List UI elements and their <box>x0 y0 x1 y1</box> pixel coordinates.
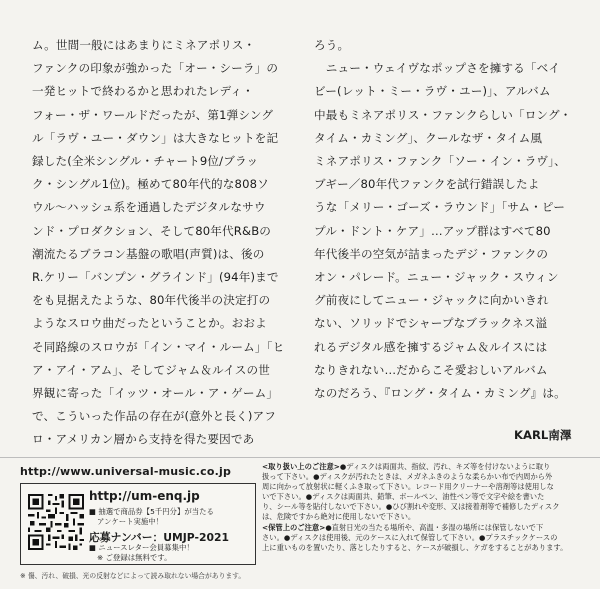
essay-line: ビー(レット・ミー・ラヴ・ユー)」、アルバム <box>314 84 551 99</box>
essay-line: R.ケリー「バンプン・グラインド」(94年)まで <box>32 270 279 285</box>
care-text: いで下さい。●ディスクは両面共、鉛筆、ボールペン、油性ペン等で文字や絵を書いた <box>262 492 545 502</box>
essay-line: 界観に寄った「イッツ・オール・ア・ゲーム」 <box>32 386 279 401</box>
care-line <box>262 472 590 482</box>
essay-line: 中最もミネアポリス・ファンクらしい「ロング・ <box>314 107 572 122</box>
care-line <box>262 482 590 492</box>
enquete-url: http://um-enq.jp <box>89 489 200 503</box>
qr-notice: ※ 傷、汚れ、破損、光の反射などによって読み取れない場合があります。 <box>20 572 246 580</box>
care-line <box>262 543 590 553</box>
label-url: http://www.universal-music.co.jp <box>20 465 232 478</box>
essay-line: ファンクの印象が強かった「オー・シーラ」の <box>32 61 279 76</box>
essay-line: ニュー・ウェイヴなポップさを擁する「ベイ <box>314 61 561 76</box>
essay-line: 潮流たるブラコン基盤の歌唱(声質)は、後の <box>32 246 265 261</box>
care-text: は、危険ですから絶対に使用しないで下さい。 <box>262 512 416 522</box>
author-signature: KARL南澤 <box>514 428 572 442</box>
enquete-lottery-text: ■ 抽選で商品券【5千円分】が当たる <box>89 507 214 516</box>
care-text: 扱って下さい。●ディスクが汚れたときは、メガネふきのような柔らかい布で内周から外 <box>262 472 553 482</box>
essay-line: ア・アイ・アム」、そしてジャム＆ルイスの世 <box>32 362 271 377</box>
essay-line: ろう。 <box>314 38 350 52</box>
care-line <box>262 462 590 472</box>
care-text: ●ディスクは両面共、指紋、汚れ、キズ等を付けないように取り <box>339 462 551 471</box>
essay-line: ようなスロウ曲だったということか。おおよ <box>32 316 267 331</box>
registration-free-text: ※ ご登録は無料です。 <box>97 553 172 562</box>
essay-line: なのだろう、『ロング・タイム・カミング』は。 <box>314 386 566 401</box>
entry-number: 応募ナンバー：UMJP-2021 <box>89 531 230 544</box>
essay-line: グ前夜にしてニュー・ジャックに向かいきれ <box>314 293 549 308</box>
enquete-box <box>20 483 256 565</box>
care-text: ●直射日光の当たる場所や、高温・多湿の場所には保管しないで下 <box>325 522 544 532</box>
essay-line: フォー・ザ・ワールドだったが、第1弾シング <box>32 107 274 122</box>
essay-line: そ同路線のスロウが「イン・マイ・ルーム」「ヒ <box>32 339 285 354</box>
enquete-survey-text: アンケート実施中！ <box>97 517 164 526</box>
essay-line: プル・ドント・ケア」…アップ群はすべて80 <box>314 223 551 238</box>
essay-line: れるデジタル感を擁するジャム＆ルイスには <box>314 339 548 354</box>
care-text: 上に重いものを置いたり、落としたりすると、ケースが破損し、ケガをすることがあります。 <box>262 542 568 552</box>
essay-line: 年代後半の空気が詰まったデジ・ファンクの <box>314 246 549 261</box>
essay-line: ム。世間一般にはあまりにミネアポリス・ <box>32 38 256 52</box>
care-line <box>262 492 590 502</box>
qr-code-icon <box>28 494 84 550</box>
essay-line: オン・パレード。ニュー・ジャック・スウィン <box>314 270 559 285</box>
essay-line: をも見据えたような、80年代後半の決定打の <box>32 293 271 308</box>
essay-line: ブギー／80年代ファンクを試行錯誤したよ <box>314 177 540 192</box>
care-line <box>262 523 590 533</box>
care-line <box>262 502 590 512</box>
essay-left-column <box>32 34 294 452</box>
handling-notes <box>262 462 590 553</box>
essay-right-column <box>314 34 584 405</box>
essay-line: ウル〜ハッシュ系を通過したデジタルなサウ <box>32 200 266 215</box>
care-line <box>262 533 590 543</box>
essay-line: タイム・カミング」、クールなザ・タイム風 <box>314 130 543 145</box>
essay-line: うな「メリー・ゴーズ・ラウンド」「サム・ピー <box>314 200 565 215</box>
essay-line: で、こういった作品の存在が(意外と長く)アフ <box>32 409 276 424</box>
section-divider <box>0 457 600 458</box>
essay-line: なりきれない…だからこそ愛おしいアルバム <box>314 362 548 377</box>
care-heading: <取り扱い上のご注意> <box>262 462 340 471</box>
essay-line: ンド・プロダクション、そして80年代R&Bの <box>32 223 272 238</box>
essay-line: 録した(全米シングル・チャート9位/ブラッ <box>32 154 259 169</box>
essay-line: ロ・アメリカン層から支持を得た要因であ <box>32 432 255 447</box>
essay-line: 一発ヒットで終わるかと思われたレディ・ <box>32 84 254 99</box>
essay-line: ミネアポリス・ファンク「ソー・イン・ラヴ」、 <box>314 154 566 169</box>
essay-line: ク・シングル1位)。極めて80年代的な808ソ <box>32 177 269 192</box>
newsletter-text: ■ ニュースレター会員募集中！ <box>89 543 194 552</box>
care-line <box>262 512 590 522</box>
care-text: り、シール等を貼付しないで下さい。●ひび割れや変形、又は接着剤等で補修したディスク <box>262 502 560 512</box>
essay-line: ル「ラヴ・ユー・ダウン」は大きなヒットを記 <box>32 130 279 145</box>
essay-line: ない、ソリッドでシャープなブラックネス溢 <box>314 316 548 331</box>
care-heading: <保管上のご注意> <box>262 522 326 532</box>
care-text: さい。●ディスクは使用後、元のケースに入れて保管して下さい。●プラスチックケースの <box>262 532 558 542</box>
care-text: 周に向かって放射状に軽くふき取って下さい。レコード用クリーナーや溶剤等は使用しな <box>262 482 554 492</box>
